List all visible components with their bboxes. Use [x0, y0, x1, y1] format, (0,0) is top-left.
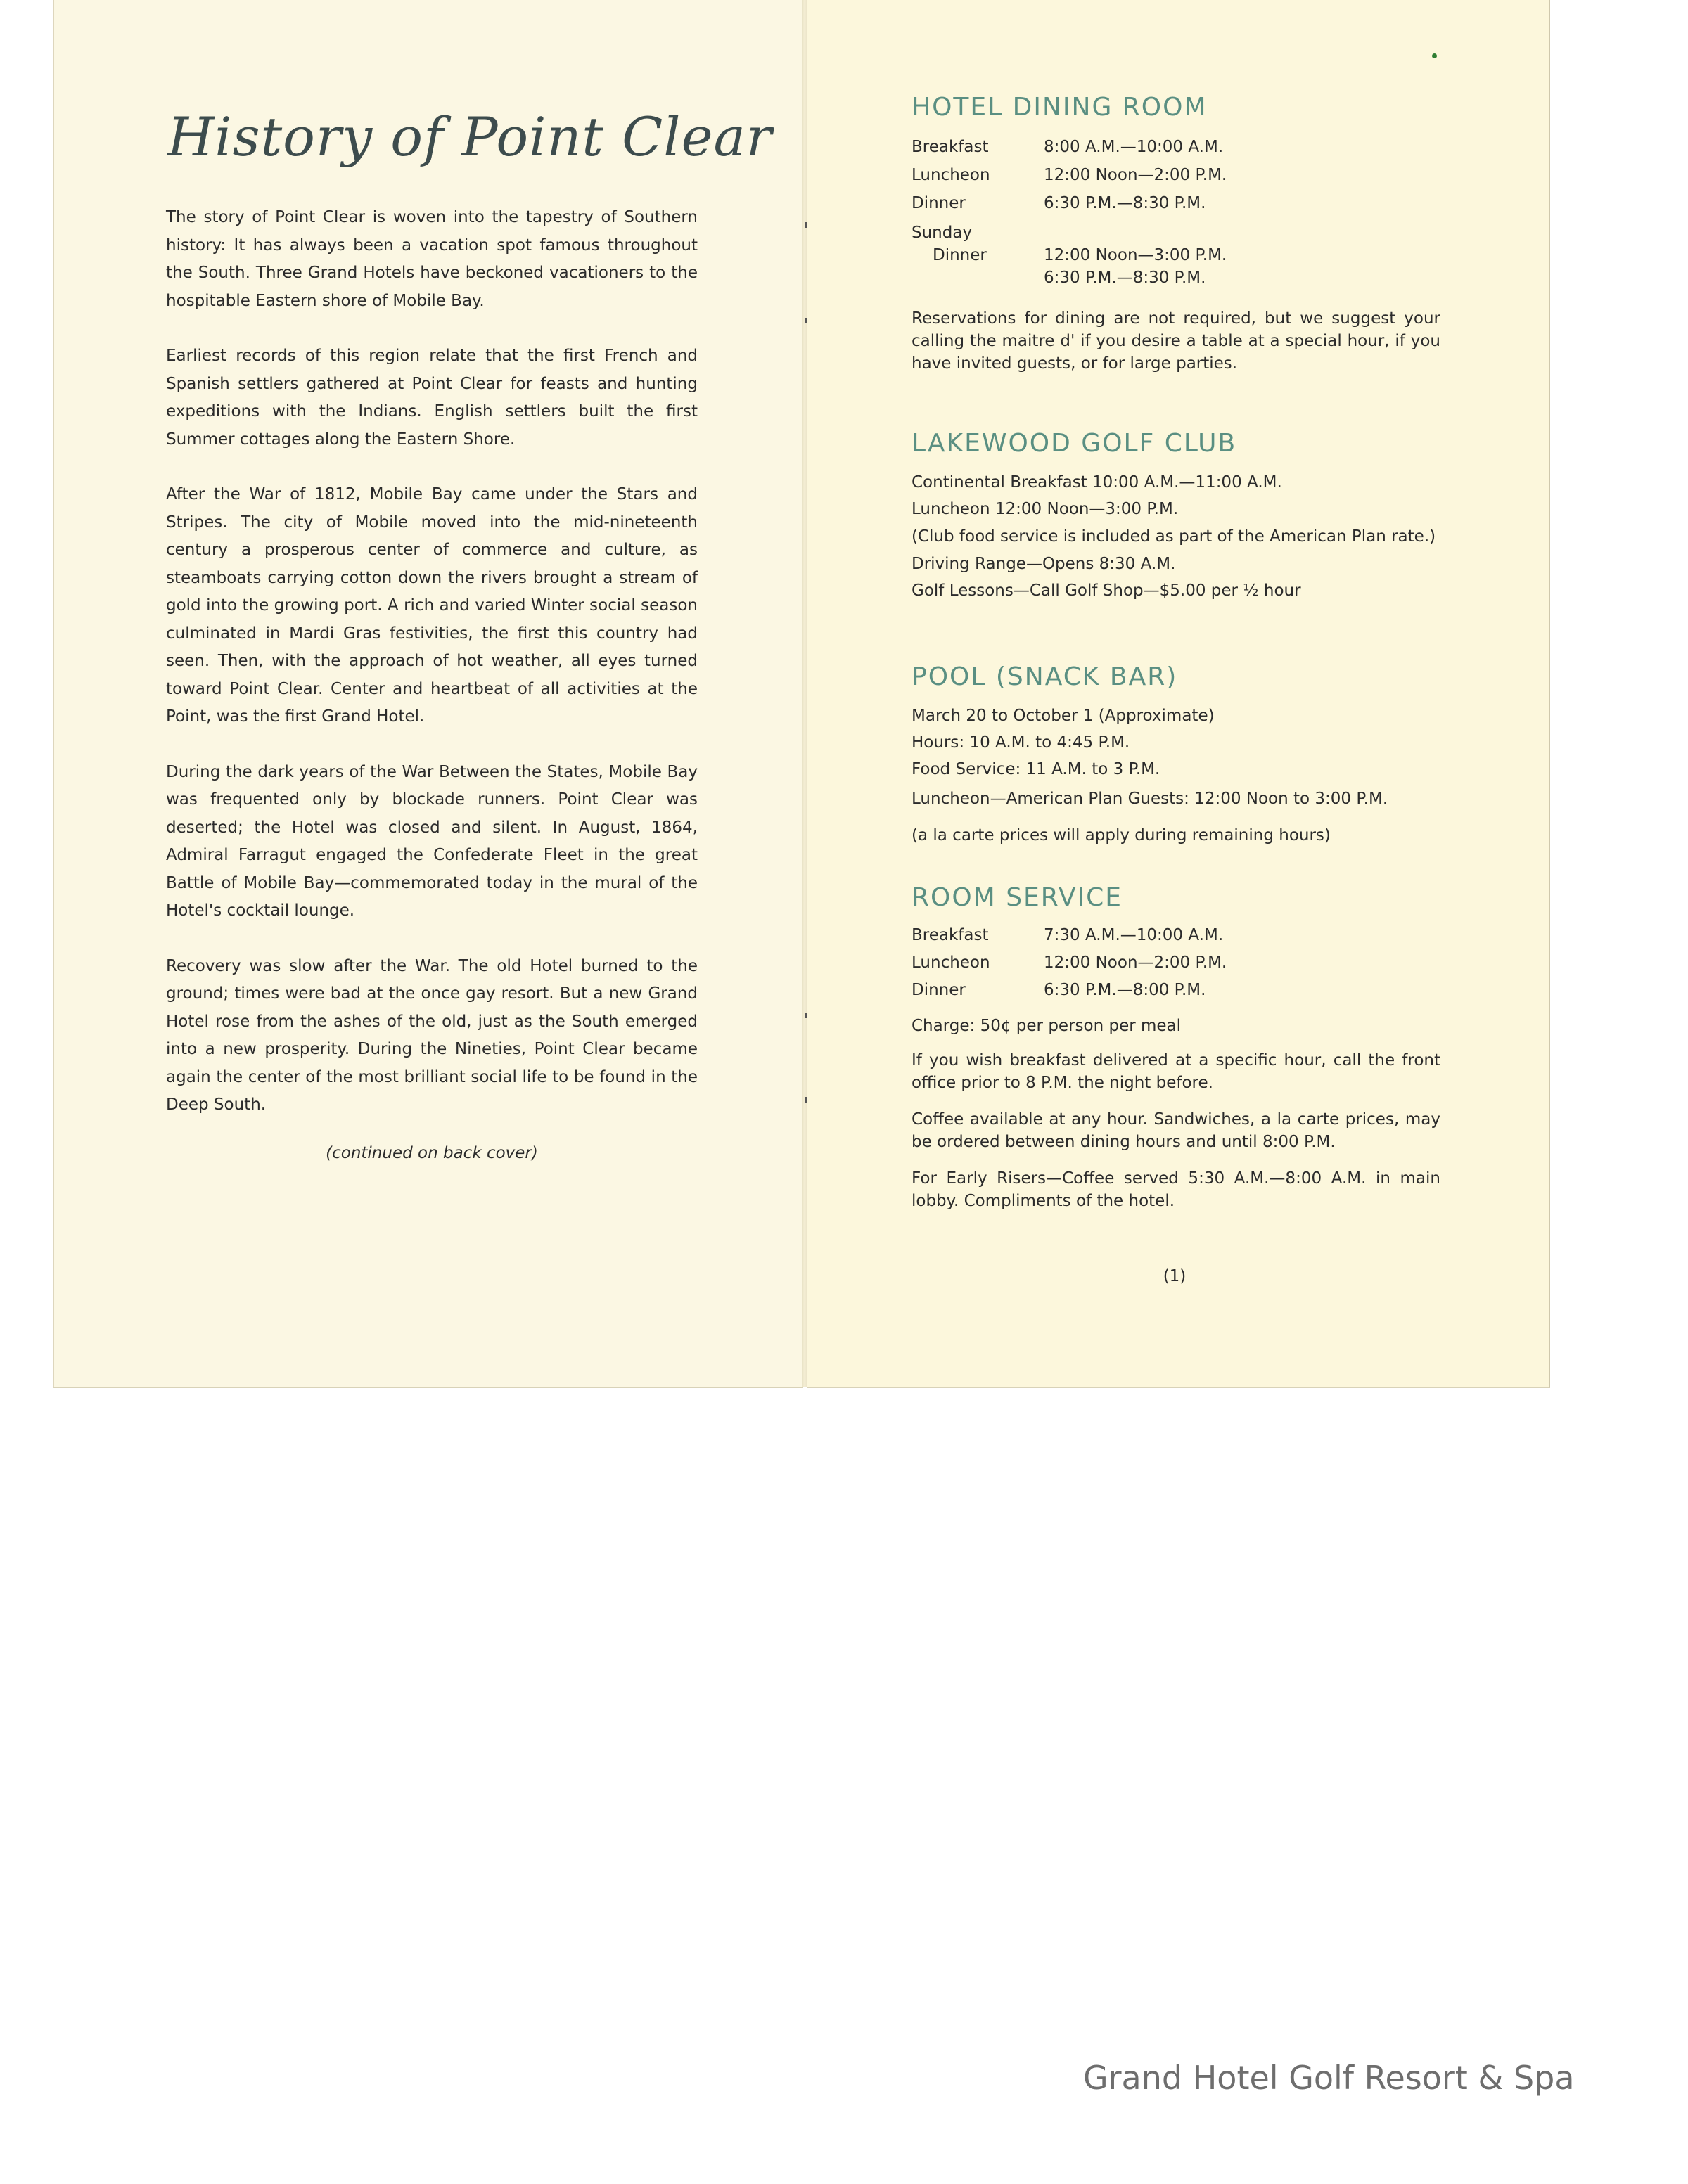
meal-time: 7:30 A.M.—10:00 A.M.	[1044, 926, 1224, 944]
golf-line: Golf Lessons—Call Golf Shop—$5.00 per ½ hour	[912, 582, 1301, 600]
section-heading: POOL (SNACK BAR)	[912, 662, 1178, 691]
meal-label: Breakfast	[912, 926, 989, 944]
binding-mark	[805, 1013, 807, 1018]
meal-label: Dinner	[912, 194, 966, 212]
history-text	[166, 204, 698, 1195]
room-service-note: For Early Risers—Coffee served 5:30 A.M.—8:00 A.M. in main lobby. Compliments of the hotel.	[912, 1169, 1440, 1210]
room-service-charge: Charge: 50¢ per person per meal	[912, 1017, 1182, 1035]
golf-line: Driving Range—Opens 8:30 A.M.	[912, 555, 1176, 573]
schedule-row	[912, 244, 1440, 266]
meal-time: 12:00 Noon—2:00 P.M.	[1044, 166, 1227, 184]
meal-label: Dinner	[933, 246, 987, 264]
meal-time: 12:00 Noon—3:00 P.M.	[1044, 246, 1227, 264]
meal-time: 6:30 P.M.—8:30 P.M.	[1044, 194, 1206, 212]
ink-speck	[1432, 53, 1437, 58]
page-number: (1)	[1163, 1267, 1187, 1285]
pool-line: Hours: 10 A.M. to 4:45 P.M.	[912, 733, 1130, 752]
binding-mark	[805, 222, 807, 228]
dining-section	[912, 93, 1440, 375]
meal-label: Dinner	[912, 981, 966, 999]
meal-time: 12:00 Noon—2:00 P.M.	[1044, 953, 1227, 972]
golf-line: Luncheon 12:00 Noon—3:00 P.M.	[912, 500, 1179, 518]
history-paragraph: During the dark years of the War Between the States, Mobile Bay was frequented only by blockade runners. Point Clear was deserted; the Hotel was closed and silent. In August, 1864, Admiral Farragut engaged the Confederate Fleet in the great Battle of Mobile Bay—commemorated today in the mural of the Hotel's cocktail lounge.	[166, 762, 698, 920]
pool-line: (a la carte prices will apply during remaining hours)	[912, 826, 1331, 844]
continued-note: (continued on back cover)	[326, 1143, 538, 1162]
binding-mark	[805, 1097, 807, 1103]
pool-line: Luncheon—American Plan Guests: 12:00 Noon to 3:00 P.M.	[912, 790, 1388, 808]
schedule-row	[912, 266, 1440, 289]
schedule-row	[912, 133, 1440, 161]
meal-time: 6:30 P.M.—8:30 P.M.	[1044, 269, 1206, 287]
dining-schedule	[912, 133, 1440, 289]
meal-label: Sunday	[912, 224, 973, 242]
section-heading: HOTEL DINING ROOM	[912, 93, 1208, 122]
page-title: History of Point Clear	[167, 105, 773, 168]
schedule-row	[912, 922, 1440, 949]
section-heading: ROOM SERVICE	[912, 883, 1123, 912]
pool-line: Food Service: 11 A.M. to 3 P.M.	[912, 760, 1160, 778]
room-service-note: If you wish breakfast delivered at a specific hour, call the front office prior to 8 P.M. the night before.	[912, 1051, 1440, 1092]
room-service-schedule	[912, 922, 1440, 1004]
history-paragraph: Earliest records of this region relate that the first French and Spanish settlers gathered at Point Clear for feasts and hunting expeditions with the Indians. English settlers built the first Summer cottages along the Eastern Shore.	[166, 347, 698, 449]
schedule-row	[912, 949, 1440, 977]
pool-line: March 20 to October 1 (Approximate)	[912, 707, 1215, 725]
schedule-row	[912, 221, 1440, 244]
credit-caption: Grand Hotel Golf Resort & Spa	[1083, 2059, 1575, 2097]
room-service-section	[912, 883, 1440, 1212]
golf-line: Continental Breakfast 10:00 A.M.—11:00 A.M.	[912, 473, 1282, 492]
meal-label: Luncheon	[912, 166, 990, 184]
schedule-row	[912, 161, 1440, 189]
room-service-note: Coffee available at any hour. Sandwiches, a la carte prices, may be ordered between dining hours and until 8:00 P.M.	[912, 1110, 1440, 1151]
meal-time: 8:00 A.M.—10:00 A.M.	[1044, 138, 1224, 156]
schedule-row	[912, 977, 1440, 1004]
schedule-row	[912, 189, 1440, 217]
golf-section	[912, 429, 1440, 604]
golf-line: (Club food service is included as part of the American Plan rate.)	[912, 527, 1436, 546]
section-heading: LAKEWOOD GOLF CLUB	[912, 429, 1237, 458]
history-paragraph: The story of Point Clear is woven into the tapestry of Southern history: It has always been a vacation spot famous throughout the South. Three Grand Hotels have beckoned vacationers to the hospitable Eastern shore of Mobile Bay.	[166, 208, 698, 310]
book-gutter	[802, 0, 807, 1387]
meal-label: Breakfast	[912, 138, 989, 156]
history-paragraph: Recovery was slow after the War. The old Hotel burned to the ground; times were bad at the once gay resort. But a new Grand Hotel rose from the ashes of the old, just as the South emerged into a new prosperity. During the Nineties, Point Clear became again the center of the most brilliant social life to be found in the Deep South.	[166, 956, 698, 1114]
dining-note: Reservations for dining are not required, but we suggest your calling the maitre d' if you desire a table at a special hour, if you have invited guests, or for large parties.	[912, 309, 1440, 373]
binding-mark	[805, 318, 807, 323]
meal-time: 6:30 P.M.—8:00 P.M.	[1044, 981, 1206, 999]
history-paragraph: After the War of 1812, Mobile Bay came under the Stars and Stripes. The city of Mobile moved into the mid-nineteenth century a prosperous center of commerce and culture, as steamboats carrying cotton down the rivers brought a stream of gold into the growing port. A rich and varied Winter social season culminated in Mardi Gras festivities, the first this country had seen. Then, with the approach of hot weather, all eyes turned toward Point Clear. Center and heartbeat of all activities at the Point, was the first Grand Hotel.	[166, 485, 698, 726]
meal-label: Luncheon	[912, 953, 990, 972]
pool-section	[912, 662, 1440, 849]
